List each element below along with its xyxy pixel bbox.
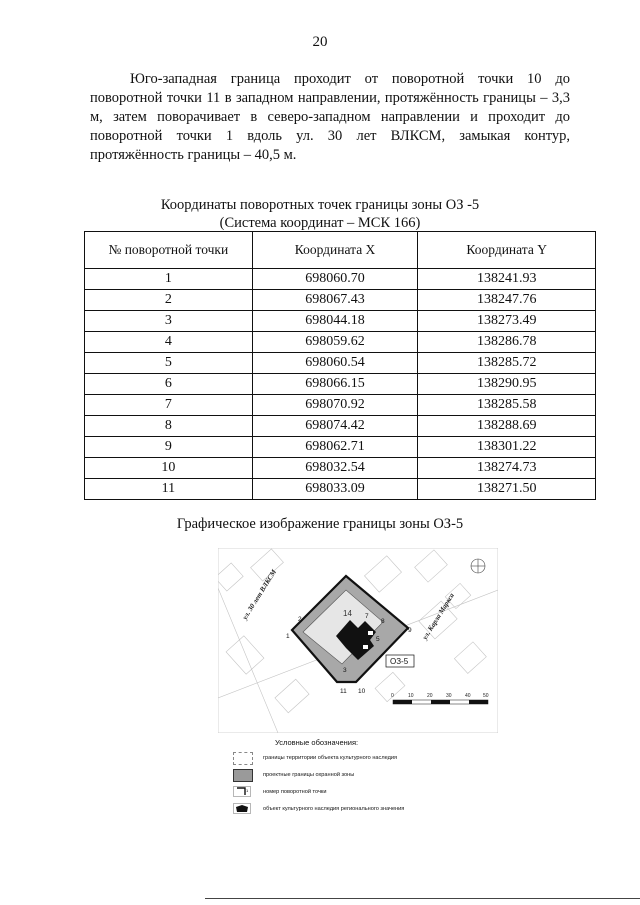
coord-y: 138247.76 <box>418 290 596 311</box>
coord-y: 138241.93 <box>418 269 596 290</box>
zone-map <box>218 548 498 733</box>
street-right: ул. Карла Маркса <box>420 591 456 642</box>
turning-point-swatch <box>233 786 251 797</box>
table-row <box>85 353 596 374</box>
boundary-swatch <box>233 752 253 765</box>
coord-y: 138285.58 <box>418 395 596 416</box>
table-row <box>85 290 596 311</box>
parcel-number: 14 <box>343 609 352 618</box>
point-number: 10 <box>85 458 253 479</box>
coord-y: 138273.49 <box>418 311 596 332</box>
coord-y: 138286.78 <box>418 332 596 353</box>
point-label: 5 <box>376 636 380 643</box>
point-label: 10 <box>358 688 366 695</box>
table-caption <box>0 196 640 232</box>
table-row <box>85 332 596 353</box>
coord-y: 138271.50 <box>418 479 596 500</box>
point-label: 2 <box>298 616 302 623</box>
coord-x: 698066.15 <box>252 374 418 395</box>
legend-label: объект культурного наследия регионального значения <box>263 806 405 812</box>
table-row <box>85 395 596 416</box>
table-caption-line1: Координаты поворотных точек границы зоны ОЗ -5 <box>160 197 480 213</box>
zone-label: ОЗ-5 <box>390 657 409 666</box>
point-number: 9 <box>85 437 253 458</box>
point-number: 8 <box>85 416 253 437</box>
coord-y: 138288.69 <box>418 416 596 437</box>
point-label: 3 <box>343 667 347 674</box>
point-label: 11 <box>340 688 347 695</box>
point-number: 11 <box>85 479 253 500</box>
coord-x: 698060.54 <box>252 353 418 374</box>
coord-x: 698070.92 <box>252 395 418 416</box>
coord-x: 698060.70 <box>252 269 418 290</box>
legend-label: номер поворотной точки <box>263 789 327 795</box>
object-detail <box>368 631 373 635</box>
coord-x: 698059.62 <box>252 332 418 353</box>
table-row <box>85 458 596 479</box>
coord-x: 698074.42 <box>252 416 418 437</box>
point-number: 7 <box>85 395 253 416</box>
footer-rule <box>205 898 640 899</box>
graphic-caption: Графическое изображение границы зоны ОЗ-5 <box>176 516 464 532</box>
street-left: ул. 30 лет ВЛКСМ <box>240 568 279 622</box>
table-caption-line2: (Система координат – МСК 166) <box>219 215 421 231</box>
point-label: 7 <box>365 613 369 620</box>
heritage-swatch <box>233 803 251 814</box>
point-label: 8 <box>381 618 385 625</box>
compass-icon <box>471 559 485 573</box>
scale-tick: 20 <box>427 693 433 699</box>
page-number: 20 <box>312 34 328 50</box>
scale-tick: 0 <box>391 693 394 699</box>
legend-label: границы территории объекта культурного наследия <box>263 755 397 761</box>
coord-x: 698032.54 <box>252 458 418 479</box>
svg-text:1: 1 <box>246 788 249 793</box>
coord-x: 698067.43 <box>252 290 418 311</box>
coord-y: 138274.73 <box>418 458 596 479</box>
coord-x: 698062.71 <box>252 437 418 458</box>
zone-swatch <box>233 769 253 782</box>
legend-label: проектные границы охранной зоны <box>263 772 355 778</box>
scale-tick: 40 <box>465 693 471 699</box>
header-coord-y: Координата Y <box>418 232 596 269</box>
header-coord-x: Координата X <box>252 232 418 269</box>
header-point-number: № поворотной точки <box>85 232 253 269</box>
scale-tick: 30 <box>446 693 452 699</box>
coord-x: 698044.18 <box>252 311 418 332</box>
table-row <box>85 479 596 500</box>
point-number: 3 <box>85 311 253 332</box>
legend-title: Условные обозначения: <box>275 738 359 747</box>
point-number: 2 <box>85 290 253 311</box>
table-row <box>85 437 596 458</box>
scale-tick: 10 <box>408 693 414 699</box>
point-label: 1 <box>286 633 290 640</box>
point-number: 4 <box>85 332 253 353</box>
point-number: 6 <box>85 374 253 395</box>
table-row <box>85 311 596 332</box>
coordinates-table <box>84 231 596 500</box>
coord-y: 138301.22 <box>418 437 596 458</box>
table-row <box>85 416 596 437</box>
boundary-description: Юго-западная граница проходит от поворотной точки 10 до поворотной точки 11 в западном направлении, протяжённость границы – 3,3 м, затем поворачивает в северо-западном направлении и проходит до поворотной точки 1 вдоль ул. 30 лет ВЛКСМ, замыкая контур, протяжённость границы – 40,5 м. <box>90 71 570 163</box>
point-number: 5 <box>85 353 253 374</box>
table-row <box>85 374 596 395</box>
table-row <box>85 269 596 290</box>
coord-x: 698033.09 <box>252 479 418 500</box>
object-detail <box>363 645 368 649</box>
scale-tick: 50 <box>483 693 489 699</box>
point-label: 9 <box>408 627 412 634</box>
coord-y: 138285.72 <box>418 353 596 374</box>
point-number: 1 <box>85 269 253 290</box>
coord-y: 138290.95 <box>418 374 596 395</box>
